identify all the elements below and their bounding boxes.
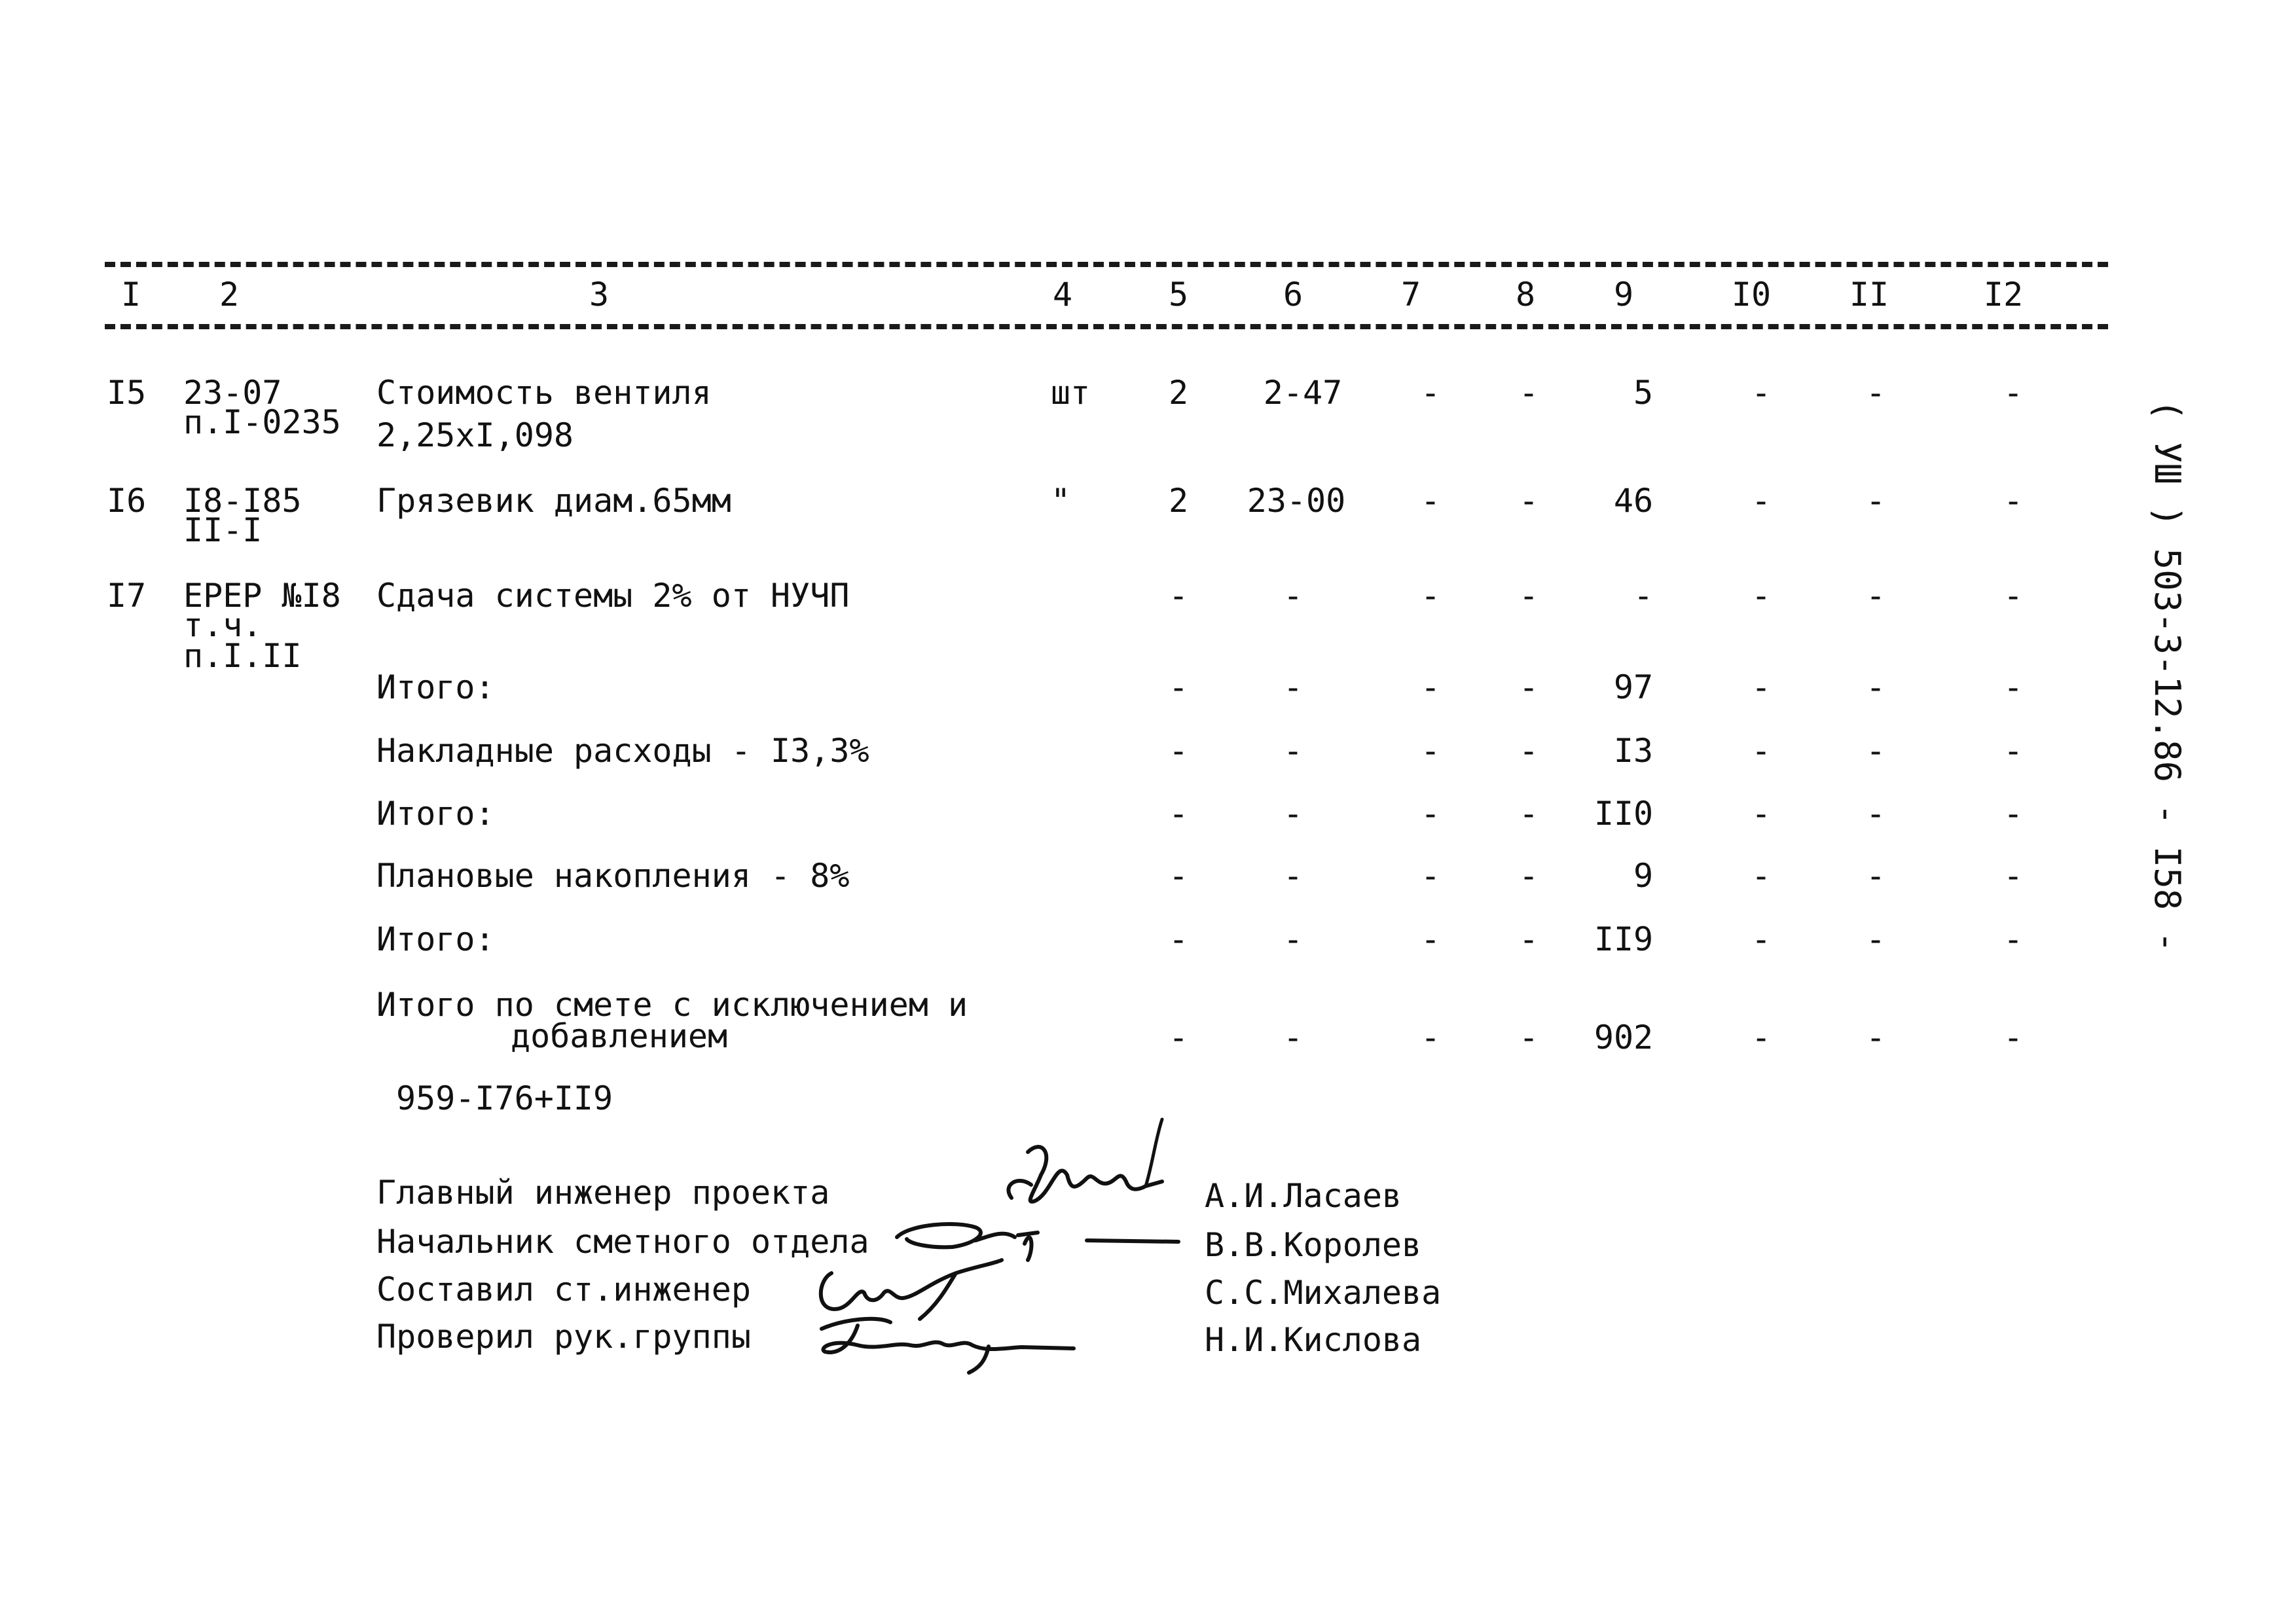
row-code-line: п.I.II [183,637,302,675]
total-col-6: - [1283,668,1303,706]
total-col-12: - [2003,795,2024,833]
row-unit: шт [1050,374,1091,412]
row-code-line: I8-I85 [183,482,302,520]
row-description-line: Сдача системы 2% от НУЧП [376,577,850,615]
signature-name: Н.И.Кислова [1205,1321,1422,1359]
total-col-12: - [2003,732,2024,770]
total-col-7: - [1420,732,1441,770]
row-col-8: - [1518,374,1539,412]
total-col-5: - [1168,920,1189,958]
total-col-5: - [1168,668,1189,706]
final-total-col-7: - [1420,1019,1441,1056]
row-col-7: - [1420,374,1441,412]
total-col-9: II9 [1594,920,1654,958]
row-description-line: 2,25xI,098 [376,416,574,454]
total-col-8: - [1518,857,1539,895]
total-col-9: II0 [1594,795,1654,833]
final-total-label-line: Итого по смете с исключением и [376,986,968,1024]
row-number: I7 [107,577,147,615]
handwritten-signature-group-head [805,1299,1080,1380]
row-col-11: - [1865,577,1886,615]
row-col-8: - [1518,577,1539,615]
row-code-line: т.ч. [183,606,263,644]
row-number: I6 [107,482,147,520]
document-code-text: ( УШ ) 503-3-12.86 - I58 - [2147,399,2188,953]
total-col-9: 9 [1633,857,1654,895]
signature-name: С.С.Михалева [1205,1274,1442,1312]
total-col-7: - [1420,668,1441,706]
row-col-10: - [1751,577,1772,615]
row-col-8: - [1518,482,1539,520]
row-code-line: ЕРЕР №I8 [183,577,341,615]
header-col-3: 3 [589,276,610,314]
header-col-11: II [1849,276,1889,314]
total-col-10: - [1751,668,1772,706]
row-code-line: II-I [183,511,263,549]
total-label: Накладные расходы - I3,3% [376,732,869,770]
total-col-10: - [1751,920,1772,958]
total-col-8: - [1518,668,1539,706]
final-total-col-12: - [2003,1019,2024,1056]
header-col-2: 2 [219,276,240,314]
header-col-6: 6 [1283,276,1303,314]
row-code-line: п.I-0235 [183,403,341,441]
total-col-12: - [2003,668,2024,706]
row-col-7: - [1420,482,1441,520]
signature-role: Начальник сметного отдела [376,1223,869,1261]
total-label: Итого: [376,668,495,706]
row-col-7: - [1420,577,1441,615]
header-rule-bottom [105,324,2108,329]
final-total-col-6: - [1283,1019,1303,1056]
row-description-line: Стоимость вентиля [376,374,712,412]
row-unit: " [1050,482,1071,520]
total-col-9: I3 [1613,732,1654,770]
row-col-11: - [1865,374,1886,412]
total-col-7: - [1420,920,1441,958]
final-total-label-line: добавлением [511,1017,728,1055]
total-col-12: - [2003,857,2024,895]
signature-name: В.В.Королев [1205,1226,1422,1264]
total-col-8: - [1518,795,1539,833]
total-col-6: - [1283,920,1303,958]
total-col-11: - [1865,920,1886,958]
total-col-10: - [1751,795,1772,833]
total-col-8: - [1518,920,1539,958]
signature-role: Проверил рук.группы [376,1318,751,1356]
row-col-9: 46 [1613,482,1654,520]
total-col-12: - [2003,920,2024,958]
final-total-col-9: 902 [1594,1019,1654,1056]
total-col-8: - [1518,732,1539,770]
total-col-6: - [1283,857,1303,895]
header-col-7: 7 [1400,276,1421,314]
row-number: I5 [107,374,147,412]
total-label: Итого: [376,920,495,958]
total-col-11: - [1865,795,1886,833]
total-col-5: - [1168,732,1189,770]
row-price: - [1283,577,1303,615]
final-total-col-11: - [1865,1019,1886,1056]
total-col-6: - [1283,795,1303,833]
row-quantity: 2 [1168,482,1189,520]
row-col-12: - [2003,374,2024,412]
final-total-col-8: - [1518,1019,1539,1056]
header-col-5: 5 [1168,276,1189,314]
row-col-12: - [2003,577,2024,615]
total-col-11: - [1865,732,1886,770]
total-col-10: - [1751,732,1772,770]
row-quantity: 2 [1168,374,1189,412]
header-col-8: 8 [1515,276,1536,314]
total-col-6: - [1283,732,1303,770]
row-col-11: - [1865,482,1886,520]
total-col-11: - [1865,668,1886,706]
row-quantity: - [1168,577,1189,615]
header-col-1: I [120,276,141,314]
header-col-12: I2 [1983,276,2024,314]
final-total-col-10: - [1751,1019,1772,1056]
total-label: Плановые накопления - 8% [376,857,850,895]
header-col-9: 9 [1613,276,1634,314]
total-col-9: 97 [1613,668,1654,706]
row-col-10: - [1751,374,1772,412]
total-formula: 959-I76+II9 [396,1079,613,1117]
total-col-11: - [1865,857,1886,895]
row-code-line: 23-07 [183,374,282,412]
row-description-line: Грязевик диам.65мм [376,482,731,520]
header-col-10: I0 [1731,276,1772,314]
row-price: 23-00 [1247,482,1346,520]
total-col-7: - [1420,857,1441,895]
total-col-10: - [1751,857,1772,895]
signature-name: А.И.Ласаев [1205,1177,1402,1215]
signature-role: Составил ст.инженер [376,1271,751,1308]
row-col-9: 5 [1633,374,1654,412]
header-rule-top [105,262,2108,267]
row-col-10: - [1751,482,1772,520]
row-price: 2-47 [1263,374,1343,412]
final-total-col-5: - [1168,1019,1189,1056]
total-col-5: - [1168,857,1189,895]
row-col-12: - [2003,482,2024,520]
signature-role: Главный инженер проекта [376,1174,830,1212]
header-col-4: 4 [1052,276,1073,314]
total-col-5: - [1168,795,1189,833]
row-col-9: - [1633,577,1654,615]
total-col-7: - [1420,795,1441,833]
total-label: Итого: [376,795,495,833]
